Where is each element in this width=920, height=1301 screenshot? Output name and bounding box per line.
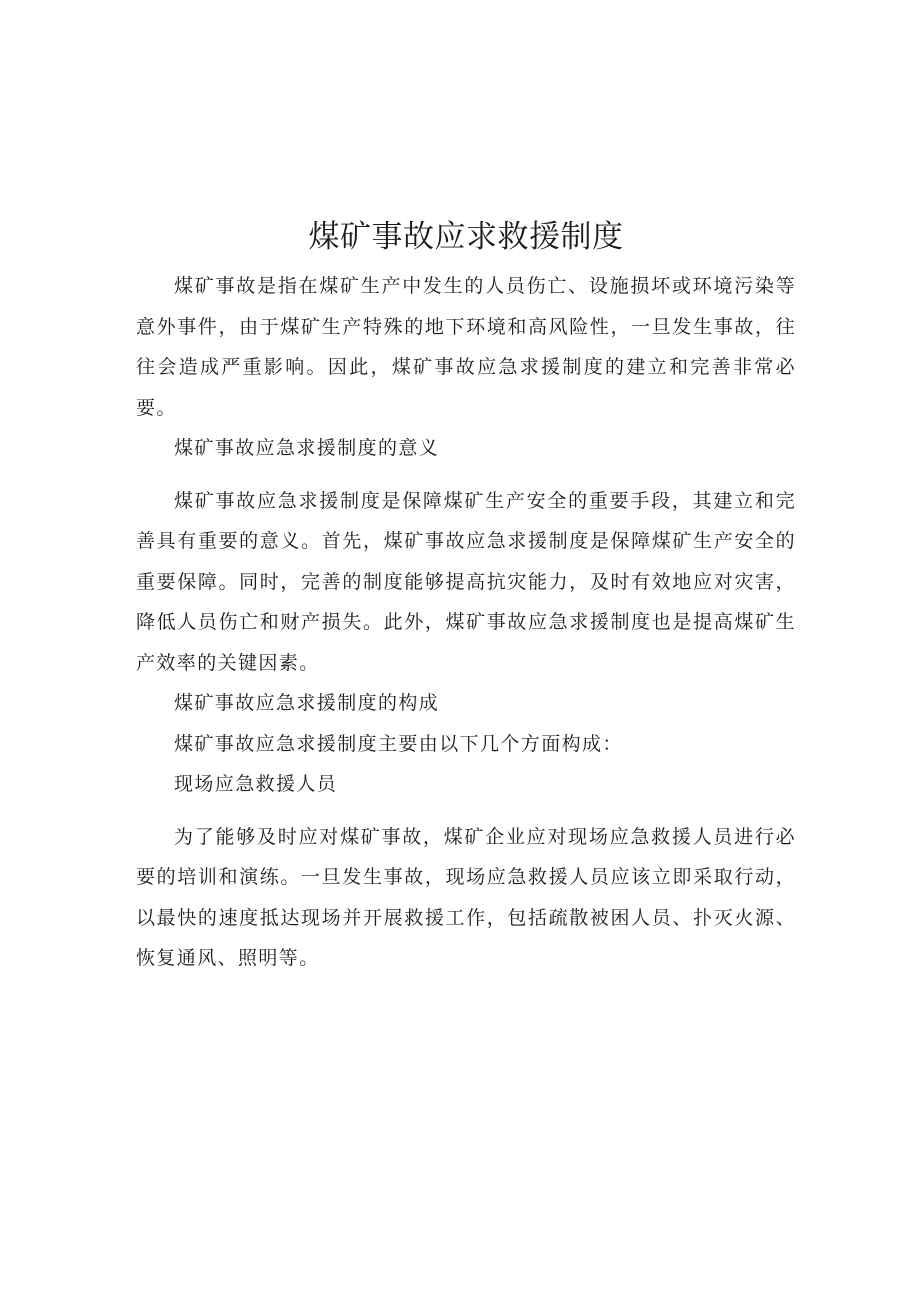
significance-paragraph: 煤矿事故应急求援制度是保障煤矿生产安全的重要手段，其建立和完善具有重要的意义。首先，煤矿事故应急求援制度是保障煤矿生产安全的重要保障。同时，完善的制度能够提高抗灾能力，及时有效地应对灾害，降低人员伤亡和财产损失。此外，煤矿事故应急求援制度也是提高煤矿生产效率的关键因素。 [136,489,796,674]
onsite-rescue-paragraph: 为了能够及时应对煤矿事故，煤矿企业应对现场应急救援人员进行必要的培训和演练。一旦发生事故，现场应急救援人员应该立即采取行动，以最快的速度抵达现场并开展救援工作，包括疏散被困人员、扑灭火源、恢复通风、照明等。 [136,825,796,969]
section-heading-significance: 煤矿事故应急求援制度的意义 [174,437,440,459]
document-title: 煤矿事故应求救援制度 [308,219,624,255]
subheading-onsite-rescue: 现场应急救援人员 [174,773,338,795]
document-page [136,214,796,979]
section-heading-composition: 煤矿事故应急求援制度的构成 [174,692,440,714]
composition-intro-line: 煤矿事故应急求援制度主要由以下几个方面构成： [174,732,623,755]
intro-paragraph: 煤矿事故是指在煤矿生产中发生的人员伤亡、设施损坏或环境污染等意外事件，由于煤矿生产特殊的地下环境和高风险性，一旦发生事故，往往会造成严重影响。因此，煤矿事故应急求援制度的建立和完善非常必要。 [136,275,796,419]
